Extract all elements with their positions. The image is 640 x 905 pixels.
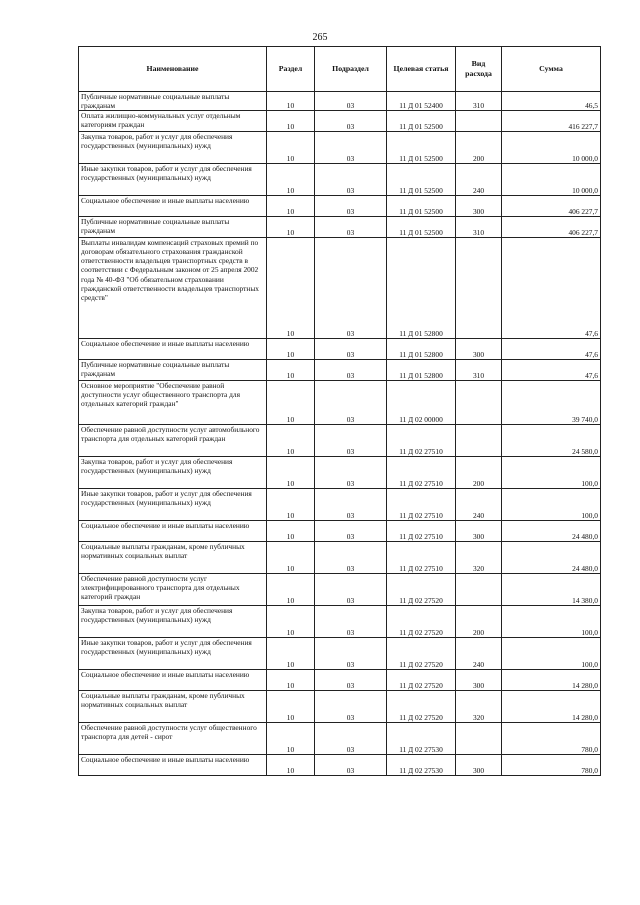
row-celevaya-statya: 11 Д 01 52400: [387, 92, 456, 111]
row-podrazdel: 03: [315, 457, 387, 489]
row-celevaya-statya: 11 Д 02 27510: [387, 542, 456, 574]
table-row: [79, 723, 601, 755]
row-razdel: 10: [267, 92, 315, 111]
row-name: Публичные нормативные социальные выплаты гражданам: [79, 217, 267, 238]
row-razdel: 10: [267, 339, 315, 360]
row-razdel: 10: [267, 381, 315, 425]
table-row: [79, 238, 601, 339]
row-name: Закупка товаров, работ и услуг для обеспечения государственных (муниципальных) нужд: [79, 606, 267, 638]
table-body: [79, 92, 601, 776]
row-podrazdel: 03: [315, 521, 387, 542]
row-razdel: 10: [267, 425, 315, 457]
row-razdel: 10: [267, 238, 315, 339]
row-podrazdel: 03: [315, 489, 387, 521]
header-podrazdel: Подраздел: [315, 47, 387, 92]
table-row: [79, 755, 601, 776]
budget-table: [78, 46, 601, 776]
row-podrazdel: 03: [315, 638, 387, 670]
table-row: [79, 360, 601, 381]
row-summa: 10 000,0: [502, 132, 601, 164]
row-summa: 39 740,0: [502, 381, 601, 425]
row-razdel: 10: [267, 132, 315, 164]
row-name: Социальное обеспечение и иные выплаты населению: [79, 521, 267, 542]
row-podrazdel: 03: [315, 755, 387, 776]
row-summa: 416 227,7: [502, 111, 601, 132]
row-celevaya-statya: 11 Д 02 27520: [387, 574, 456, 606]
row-podrazdel: 03: [315, 360, 387, 381]
row-name: Иные закупки товаров, работ и услуг для обеспечения государственных (муниципальных) нужд: [79, 489, 267, 521]
row-summa: 780,0: [502, 723, 601, 755]
header-vid-raskhoda: Вид расхода: [456, 47, 502, 92]
row-podrazdel: 03: [315, 381, 387, 425]
row-podrazdel: 03: [315, 111, 387, 132]
row-name: Оплата жилищно-коммунальных услуг отдельным категориям граждан: [79, 111, 267, 132]
row-razdel: 10: [267, 360, 315, 381]
row-razdel: 10: [267, 521, 315, 542]
table-row: [79, 111, 601, 132]
row-razdel: 10: [267, 574, 315, 606]
row-razdel: 10: [267, 670, 315, 691]
table-row: [79, 542, 601, 574]
header-celevaya-statya: Целевая статья: [387, 47, 456, 92]
table-row: [79, 217, 601, 238]
row-podrazdel: 03: [315, 425, 387, 457]
row-name: Социальное обеспечение и иные выплаты населению: [79, 339, 267, 360]
table-row: [79, 691, 601, 723]
row-name: Закупка товаров, работ и услуг для обеспечения государственных (муниципальных) нужд: [79, 457, 267, 489]
row-name: Социальное обеспечение и иные выплаты населению: [79, 670, 267, 691]
row-name: Выплаты инвалидам компенсаций страховых премий по договорам обязательного страхования гражданской ответственности владельцев транспортных средств в соответствии с Федеральным законом от 25 апреля 2002 года № 40-ФЗ "Об обязательном страховании гражданской ответственности владельцев транспортных средств": [79, 238, 267, 339]
table-header-row: [79, 47, 601, 92]
row-celevaya-statya: 11 Д 01 52500: [387, 132, 456, 164]
row-summa: 406 227,7: [502, 217, 601, 238]
table-row: [79, 92, 601, 111]
row-celevaya-statya: 11 Д 02 27520: [387, 606, 456, 638]
row-celevaya-statya: 11 Д 01 52500: [387, 164, 456, 196]
row-razdel: 10: [267, 457, 315, 489]
table-row: [79, 425, 601, 457]
row-celevaya-statya: 11 Д 02 27510: [387, 489, 456, 521]
row-summa: 780,0: [502, 755, 601, 776]
row-vid-raskhoda: [456, 238, 502, 339]
row-celevaya-statya: 11 Д 02 27520: [387, 670, 456, 691]
row-name: Социальное обеспечение и иные выплаты населению: [79, 755, 267, 776]
row-summa: 406 227,7: [502, 196, 601, 217]
table-row: [79, 132, 601, 164]
row-summa: 46,5: [502, 92, 601, 111]
table-row: [79, 521, 601, 542]
row-vid-raskhoda: 200: [456, 457, 502, 489]
row-summa: 100,0: [502, 638, 601, 670]
row-razdel: 10: [267, 723, 315, 755]
row-summa: 47,6: [502, 360, 601, 381]
row-celevaya-statya: 11 Д 02 27520: [387, 691, 456, 723]
row-podrazdel: 03: [315, 238, 387, 339]
row-summa: 14 380,0: [502, 574, 601, 606]
row-vid-raskhoda: 320: [456, 691, 502, 723]
row-razdel: 10: [267, 111, 315, 132]
row-vid-raskhoda: [456, 111, 502, 132]
row-podrazdel: 03: [315, 574, 387, 606]
row-razdel: 10: [267, 638, 315, 670]
row-celevaya-statya: 11 Д 02 27520: [387, 638, 456, 670]
row-name: Социальные выплаты гражданам, кроме публичных нормативных социальных выплат: [79, 691, 267, 723]
row-celevaya-statya: 11 Д 01 52500: [387, 196, 456, 217]
row-summa: 100,0: [502, 489, 601, 521]
row-celevaya-statya: 11 Д 01 52500: [387, 111, 456, 132]
row-vid-raskhoda: 310: [456, 92, 502, 111]
row-podrazdel: 03: [315, 606, 387, 638]
row-razdel: 10: [267, 542, 315, 574]
row-name: Социальное обеспечение и иные выплаты населению: [79, 196, 267, 217]
row-vid-raskhoda: 300: [456, 339, 502, 360]
row-vid-raskhoda: 310: [456, 360, 502, 381]
page-number: 265: [312, 32, 328, 43]
row-name: Обеспечение равной доступности услуг общественного транспорта для детей - сирот: [79, 723, 267, 755]
row-podrazdel: 03: [315, 670, 387, 691]
row-podrazdel: 03: [315, 339, 387, 360]
row-summa: 10 000,0: [502, 164, 601, 196]
row-celevaya-statya: 11 Д 02 27510: [387, 521, 456, 542]
row-celevaya-statya: 11 Д 02 27530: [387, 755, 456, 776]
row-vid-raskhoda: [456, 574, 502, 606]
row-summa: 47,6: [502, 238, 601, 339]
row-vid-raskhoda: [456, 723, 502, 755]
row-celevaya-statya: 11 Д 02 27530: [387, 723, 456, 755]
row-celevaya-statya: 11 Д 01 52800: [387, 238, 456, 339]
row-vid-raskhoda: [456, 425, 502, 457]
table-row: [79, 606, 601, 638]
row-name: Публичные нормативные социальные выплаты гражданам: [79, 92, 267, 111]
row-vid-raskhoda: 240: [456, 164, 502, 196]
row-summa: 24 480,0: [502, 542, 601, 574]
row-summa: 100,0: [502, 606, 601, 638]
row-podrazdel: 03: [315, 691, 387, 723]
row-podrazdel: 03: [315, 132, 387, 164]
row-summa: 14 280,0: [502, 691, 601, 723]
row-celevaya-statya: 11 Д 02 27510: [387, 425, 456, 457]
row-name: Иные закупки товаров, работ и услуг для обеспечения государственных (муниципальных) нужд: [79, 164, 267, 196]
row-name: Социальные выплаты гражданам, кроме публичных нормативных социальных выплат: [79, 542, 267, 574]
table-row: [79, 574, 601, 606]
row-razdel: 10: [267, 489, 315, 521]
row-name: Публичные нормативные социальные выплаты гражданам: [79, 360, 267, 381]
header-name: Наименование: [79, 47, 267, 92]
row-celevaya-statya: 11 Д 01 52500: [387, 217, 456, 238]
table-row: [79, 339, 601, 360]
table-row: [79, 670, 601, 691]
row-podrazdel: 03: [315, 542, 387, 574]
row-summa: 100,0: [502, 457, 601, 489]
table-row: [79, 164, 601, 196]
table-row: [79, 638, 601, 670]
row-name: Обеспечение равной доступности услуг автомобильного транспорта для отдельных категорий граждан: [79, 425, 267, 457]
table-row: [79, 489, 601, 521]
row-razdel: 10: [267, 755, 315, 776]
row-razdel: 10: [267, 691, 315, 723]
row-summa: 14 280,0: [502, 670, 601, 691]
row-vid-raskhoda: 300: [456, 670, 502, 691]
row-vid-raskhoda: 310: [456, 217, 502, 238]
row-vid-raskhoda: 300: [456, 196, 502, 217]
row-vid-raskhoda: 240: [456, 638, 502, 670]
row-celevaya-statya: 11 Д 02 00000: [387, 381, 456, 425]
row-razdel: 10: [267, 606, 315, 638]
row-razdel: 10: [267, 196, 315, 217]
row-podrazdel: 03: [315, 196, 387, 217]
row-vid-raskhoda: 240: [456, 489, 502, 521]
row-vid-raskhoda: 320: [456, 542, 502, 574]
row-name: Иные закупки товаров, работ и услуг для обеспечения государственных (муниципальных) нужд: [79, 638, 267, 670]
row-summa: 24 580,0: [502, 425, 601, 457]
row-name: Закупка товаров, работ и услуг для обеспечения государственных (муниципальных) нужд: [79, 132, 267, 164]
row-vid-raskhoda: 200: [456, 132, 502, 164]
table-row: [79, 196, 601, 217]
row-summa: 47,6: [502, 339, 601, 360]
row-celevaya-statya: 11 Д 01 52800: [387, 339, 456, 360]
row-vid-raskhoda: [456, 381, 502, 425]
row-vid-raskhoda: 300: [456, 755, 502, 776]
row-podrazdel: 03: [315, 217, 387, 238]
table-row: [79, 381, 601, 425]
row-summa: 24 480,0: [502, 521, 601, 542]
row-podrazdel: 03: [315, 723, 387, 755]
row-razdel: 10: [267, 217, 315, 238]
row-razdel: 10: [267, 164, 315, 196]
header-summa: Сумма: [502, 47, 601, 92]
row-name: Обеспечение равной доступности услуг электрифицированного транспорта для отдельных категорий граждан: [79, 574, 267, 606]
row-podrazdel: 03: [315, 92, 387, 111]
row-celevaya-statya: 11 Д 01 52800: [387, 360, 456, 381]
row-vid-raskhoda: 200: [456, 606, 502, 638]
header-razdel: Раздел: [267, 47, 315, 92]
table-row: [79, 457, 601, 489]
row-name: Основное мероприятие "Обеспечение равной доступности услуг общественного транспорта для отдельных категорий граждан": [79, 381, 267, 425]
row-celevaya-statya: 11 Д 02 27510: [387, 457, 456, 489]
row-vid-raskhoda: 300: [456, 521, 502, 542]
row-podrazdel: 03: [315, 164, 387, 196]
